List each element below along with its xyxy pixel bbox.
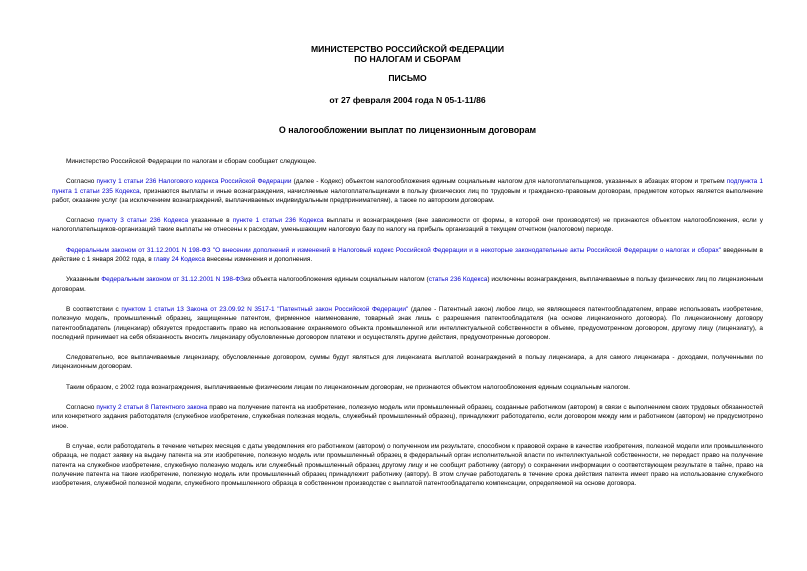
paragraph-text: Указанным [66, 276, 102, 284]
law-reference-link[interactable]: главу 24 Кодекса [153, 256, 205, 264]
law-reference-link[interactable]: подпункта 1 пункта 1 статьи 235 Кодекса [52, 178, 763, 195]
paragraph-text: (далее - Кодекс) объектом налогообложения единым социальным налогом для налогоплательщиков, указанных в абзацах втором и третьем [291, 178, 727, 186]
paragraph-text: В случае, если работодатель в течение четырех месяцев с даты уведомления его работником (автором) о полученном им результате, способном к правовой охране в качестве изобретения, полезной модели или промышленного образца, не подаст заявку на выдачу патента на эти изобретение, полезную модель или промышленный образец в федеральный орган исполнительной власти по интеллектуальной собственности, не передаст право на получение патента на служебное изобретение, служебную полезную модель или служебный промышленный образец другому лицу и не сообщит работнику (автору) о сохранении информации о соответствующем результате в тайне, право на получение патента на такие изобретение, полезную модель или промышленный образец принадлежит работнику (автору). В этом случае работодатель в течение срока действия патента имеет право на использование служебного изобретения, служебной полезной модели, служебного промышленного образца в собственном производстве с выплатой патентообладателю компенсации, определяемой на основе договора. [52, 442, 763, 488]
paragraph-text: Следовательно, все выплачиваемые лицензиару, обусловленные договором, суммы будут являться для лицензиата выплатой вознаграждений в пользу лицензиара, а для самого лицензиара - доходами, полученными по лицензионным договорам. [52, 354, 763, 371]
law-reference-link[interactable]: пунктом 1 статьи 13 Закона от 23.09.92 N 3517-1 "Патентный закон Российской Федерации" [121, 305, 409, 313]
body-paragraph [52, 246, 763, 265]
document-header [52, 0, 763, 135]
paragraph-text: указанные в [188, 217, 233, 225]
ministry-title-line-1: МИНИСТЕРСТВО РОССИЙСКОЙ ФЕДЕРАЦИИ [310, 44, 505, 54]
body-paragraph [52, 275, 763, 294]
paragraph-text: В соответствии с [66, 305, 122, 313]
body-paragraph [52, 383, 763, 392]
law-reference-link[interactable]: пункту 2 статьи 8 Патентного закона [96, 404, 208, 412]
law-reference-link[interactable]: пункте 1 статьи 236 Кодекса [232, 217, 324, 225]
body-paragraph [52, 216, 763, 235]
law-reference-link[interactable]: Федеральным законом от 31.12.2001 N 198-ФЗ [101, 276, 245, 284]
body-paragraph [52, 403, 763, 431]
paragraph-text: из объекта налогообложения единым социальным налогом ( [244, 276, 429, 284]
document-date-number: от 27 февраля 2004 года N 05-1-11/86 [329, 95, 486, 105]
paragraph-text: внесены изменения и дополнения. [204, 256, 313, 264]
paragraph-text: Согласно [66, 178, 97, 186]
document-type: ПИСЬМО [388, 73, 427, 83]
body-paragraph [52, 442, 763, 488]
law-reference-link[interactable]: пункту 1 статьи 236 Налогового кодекса Российской Федерации [96, 178, 292, 186]
paragraph-text: Согласно [66, 404, 97, 412]
paragraph-text: Министерство Российской Федерации по налогам и сборам сообщает следующее. [66, 158, 317, 165]
document-body [52, 157, 763, 488]
body-paragraph [52, 305, 763, 342]
body-paragraph [52, 353, 763, 372]
paragraph-text: ) исключены вознаграждения, выплачиваемые в пользу физических лиц по лицензионным договорам. [52, 276, 764, 293]
paragraph-text: Таким образом, с 2002 года вознаграждения, выплачиваемые физическим лицам по лицензионным договорам, не признаются объектом налогообложения единым социальным налогом. [66, 383, 631, 391]
body-paragraph [52, 177, 763, 205]
paragraph-text: выплаты и вознаграждения (вне зависимости от формы, в которой они производятся) не признаются объектом налогообложения, если у налогоплательщиков-организаций такие выплаты не отнесены к расходам, уменьшающим налоговую базу по налогу на прибыль организаций в текущем отчетном (налоговом) периоде. [52, 217, 763, 234]
paragraph-text: Согласно [66, 217, 98, 225]
law-reference-link[interactable]: пункту 3 статьи 236 Кодекса [97, 217, 189, 225]
paragraph-text: , признаются выплаты и иные вознаграждения, начисляемые налогоплательщиками в пользу физических лиц по трудовым и гражданско-правовым договорам, предметом которых является выполнение работ, оказание услуг (за исключением вознаграждений, выплачиваемых индивидуальным предпринимателям), а также по авторским договорам. [52, 187, 763, 204]
paragraph-text: (далее - Патентный закон) любое лицо, не являющееся патентообладателем, вправе использовать изобретение, полезную модель, промышленный образец, защищенные патентом, фирменное наименование, товарный знак лишь с разрешения патентообладателя (на основе лицензионного договора). По лицензионному договору патентообладатель (лицензиар) обязуется предоставить право на использование охраняемого объекта промышленной или интеллектуальной собственности в объеме, предусмотренном договором, другому лицу (лицензиату), а последний принимает на себя обязанность вносить лицензиару обусловленные договором платежи и осуществлять другие действия, предусмотренные договором. [52, 305, 763, 341]
paragraph-text: введенным в действие с 1 января 2002 года, в [52, 246, 763, 264]
document-subject: О налогообложении выплат по лицензионным договорам [278, 125, 537, 135]
law-reference-link[interactable]: статья 236 Кодекса [428, 276, 488, 284]
ministry-title-line-2: ПО НАЛОГАМ И СБОРАМ [354, 54, 461, 64]
paragraph-text: право на получение патента на изобретение, полезную модель или промышленный образец, созданные работником (автором) в связи с выполнением своих трудовых обязанностей или конкретного задания работодателя (служебное изобретение, служебная полезная модель, служебный промышленный образец), принадлежит работодателю, если договором между ним и работником (автором) не предусмотрено иное. [52, 404, 763, 430]
body-paragraph [52, 157, 763, 166]
law-reference-link[interactable]: Федеральным законом от 31.12.2001 N 198-ФЗ "О внесении дополнений и изменений в Налоговый кодекс Российской Федерации и в некоторые законодательные акты Российской Федерации о налогах и сборах" [66, 246, 722, 254]
